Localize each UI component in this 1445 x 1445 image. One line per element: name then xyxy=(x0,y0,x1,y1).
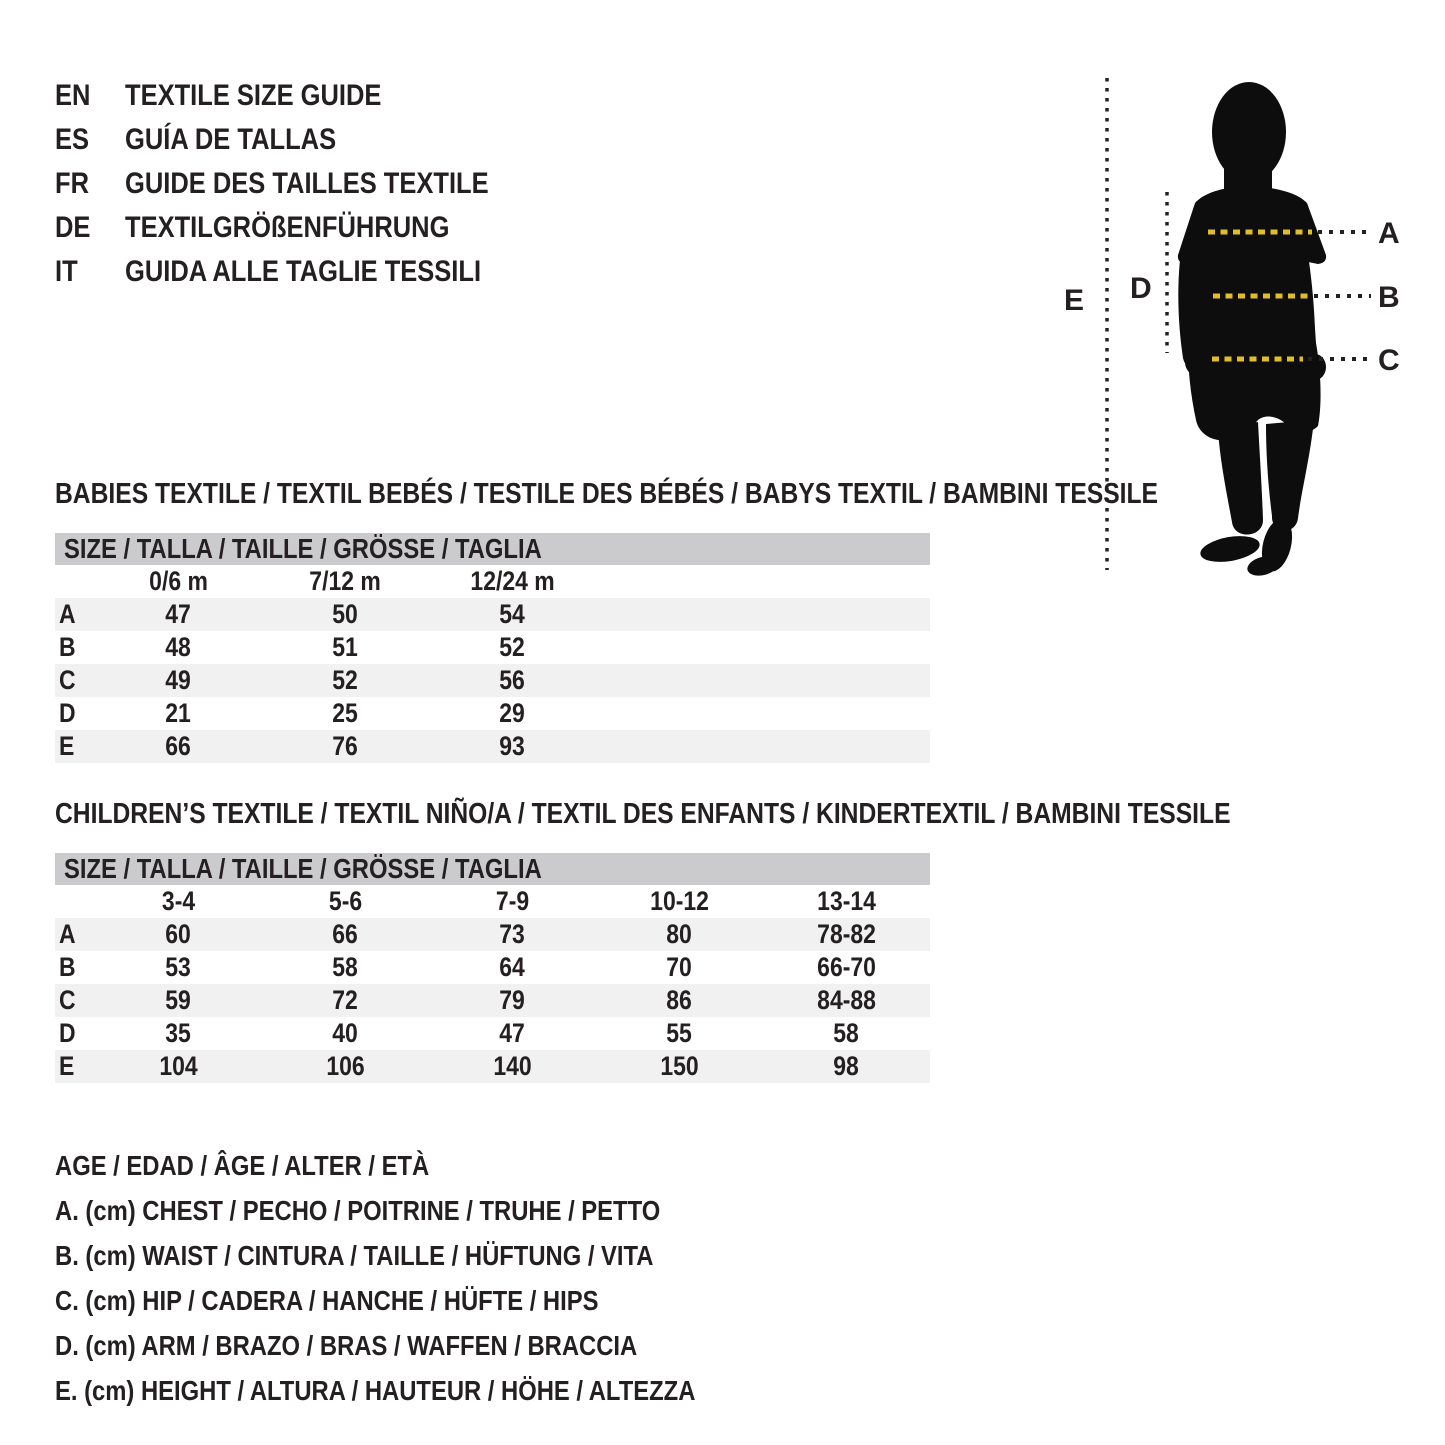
cell-value: 60 xyxy=(165,919,192,949)
table-row xyxy=(55,697,930,730)
babies-col-1: 7/12 m xyxy=(309,566,382,596)
cell-value: 21 xyxy=(165,698,192,728)
children-col-2: 7-9 xyxy=(495,886,530,916)
cell-value: 35 xyxy=(165,1018,192,1048)
cell-value: 53 xyxy=(165,952,192,982)
legend-arm: D. (cm) ARM / BRAZO / BRAS / WAFFEN / BRACCIA xyxy=(55,1329,638,1361)
language-title-list xyxy=(55,74,553,294)
language-title: GUÍA DE TALLAS xyxy=(125,123,337,156)
table-row xyxy=(55,730,930,763)
cell-value: 47 xyxy=(499,1018,526,1048)
cell-value: 104 xyxy=(159,1051,198,1081)
babies-size-header-bar: SIZE / TALLA / TAILLE / GRÖSSE / TAGLIA xyxy=(55,533,930,565)
babies-section-title: BABIES TEXTILE / TEXTIL BEBÉS / TESTILE DES BÉBÉS / BABYS TEXTIL / BAMBINI TESSILE xyxy=(55,478,1159,510)
children-table xyxy=(55,853,930,1083)
cell-value: 106 xyxy=(326,1051,365,1081)
babies-col-0: 0/6 m xyxy=(149,566,208,596)
table-row xyxy=(55,984,930,1017)
table-row xyxy=(55,1050,930,1083)
language-code: ES xyxy=(55,123,90,156)
row-label: E xyxy=(59,1051,75,1081)
cell-value: 52 xyxy=(499,632,526,662)
cell-value: 72 xyxy=(332,985,359,1015)
cell-value: 58 xyxy=(833,1018,860,1048)
cell-value: 98 xyxy=(833,1051,860,1081)
cell-value: 51 xyxy=(332,632,359,662)
language-code: IT xyxy=(55,255,78,288)
cell-value: 48 xyxy=(165,632,192,662)
legend-waist: B. (cm) WAIST / CINTURA / TAILLE / HÜFTUNG / VITA xyxy=(55,1239,654,1271)
label-c: C xyxy=(1378,344,1400,377)
cell-value: 66 xyxy=(332,919,359,949)
legend-age: AGE / EDAD / ÂGE / ALTER / ETÀ xyxy=(55,1149,430,1181)
children-size-header-bar: SIZE / TALLA / TAILLE / GRÖSSE / TAGLIA xyxy=(55,853,930,885)
label-b: B xyxy=(1378,281,1400,314)
children-col-4: 13-14 xyxy=(817,886,876,916)
row-label: E xyxy=(59,731,75,761)
cell-value: 66 xyxy=(165,731,192,761)
children-col-0: 3-4 xyxy=(161,886,196,916)
cell-value: 86 xyxy=(666,985,693,1015)
cell-value: 79 xyxy=(499,985,526,1015)
table-row xyxy=(55,664,930,697)
cell-value: 25 xyxy=(332,698,359,728)
cell-value: 56 xyxy=(499,665,526,695)
children-col-1: 5-6 xyxy=(328,886,363,916)
cell-value: 49 xyxy=(165,665,192,695)
table-row xyxy=(55,1017,930,1050)
row-label: C xyxy=(59,665,76,695)
label-e: E xyxy=(1064,284,1085,317)
language-row-de xyxy=(55,206,553,250)
cell-value: 84-88 xyxy=(817,985,876,1015)
cell-value: 54 xyxy=(499,599,526,629)
cell-value: 66-70 xyxy=(817,952,876,982)
row-label: A xyxy=(59,919,76,949)
children-section-title: CHILDREN’S TEXTILE / TEXTIL NIÑO/A / TEXTIL DES ENFANTS / KINDERTEXTIL / BAMBINI TESSILE xyxy=(55,798,1231,830)
cell-value: 150 xyxy=(660,1051,699,1081)
label-d: D xyxy=(1130,272,1152,305)
cell-value: 40 xyxy=(332,1018,359,1048)
language-code: EN xyxy=(55,79,91,112)
language-title: TEXTILE SIZE GUIDE xyxy=(125,79,382,112)
row-label: D xyxy=(59,698,76,728)
row-label: C xyxy=(59,985,76,1015)
row-label: B xyxy=(59,632,76,662)
row-label: B xyxy=(59,952,76,982)
table-row xyxy=(55,631,930,664)
legend-hip: C. (cm) HIP / CADERA / HANCHE / HÜFTE / HIPS xyxy=(55,1284,599,1316)
cell-value: 140 xyxy=(493,1051,532,1081)
language-title: TEXTILGRÖßENFÜHRUNG xyxy=(125,211,450,244)
table-row xyxy=(55,951,930,984)
cell-value: 78-82 xyxy=(817,919,876,949)
cell-value: 59 xyxy=(165,985,192,1015)
children-col-3: 10-12 xyxy=(650,886,709,916)
babies-col-2: 12/24 m xyxy=(470,566,555,596)
cell-value: 50 xyxy=(332,599,359,629)
language-code: FR xyxy=(55,167,89,200)
cell-value: 47 xyxy=(165,599,192,629)
cell-value: 64 xyxy=(499,952,526,982)
table-row xyxy=(55,918,930,951)
cell-value: 55 xyxy=(666,1018,693,1048)
language-row-fr xyxy=(55,162,553,206)
language-title: GUIDE DES TAILLES TEXTILE xyxy=(125,167,489,200)
child-measurement-figure xyxy=(1050,70,1445,590)
cell-value: 29 xyxy=(499,698,526,728)
table-row xyxy=(55,598,930,631)
cell-value: 80 xyxy=(666,919,693,949)
cell-value: 73 xyxy=(499,919,526,949)
legend-height: E. (cm) HEIGHT / ALTURA / HAUTEUR / HÖHE / ALTEZZA xyxy=(55,1374,696,1406)
cell-value: 70 xyxy=(666,952,693,982)
language-row-en xyxy=(55,74,553,118)
language-code: DE xyxy=(55,211,91,244)
cell-value: 93 xyxy=(499,731,526,761)
cell-value: 52 xyxy=(332,665,359,695)
babies-table xyxy=(55,533,930,763)
label-a: A xyxy=(1378,217,1400,250)
language-title: GUIDA ALLE TAGLIE TESSILI xyxy=(125,255,482,288)
children-column-header-row xyxy=(55,885,930,918)
cell-value: 58 xyxy=(332,952,359,982)
language-row-it xyxy=(55,250,553,294)
babies-column-header-row xyxy=(55,565,930,598)
measurement-legend xyxy=(55,1143,808,1413)
legend-chest: A. (cm) CHEST / PECHO / POITRINE / TRUHE / PETTO xyxy=(55,1194,661,1226)
row-label: A xyxy=(59,599,76,629)
cell-value: 76 xyxy=(332,731,359,761)
language-row-es xyxy=(55,118,553,162)
row-label: D xyxy=(59,1018,76,1048)
